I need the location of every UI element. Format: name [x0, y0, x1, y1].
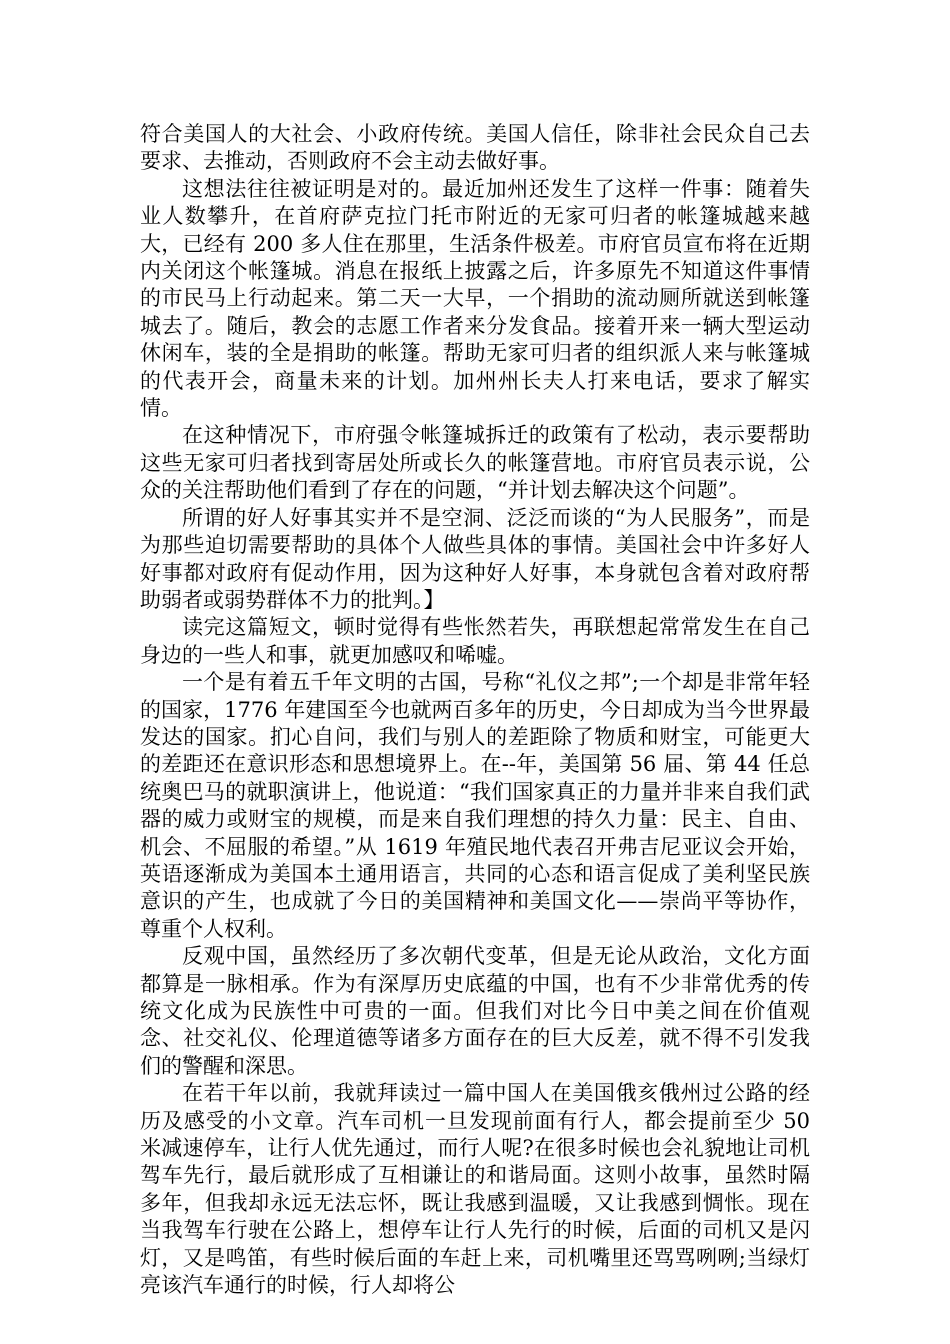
- paragraph: 在这种情况下，市府强令帐篷城拆迁的政策有了松动，表示要帮助这些无家可归者找到寄居处所或长久的帐篷营地。市府官员表示说，公众的关注帮助他们看到了存在的问题，“并计划去解决这个问题”。: [140, 423, 810, 503]
- paragraph: 在若干年以前，我就拜读过一篇中国人在美国俄亥俄州过公路的经历及感受的小文章。汽车司机一旦发现前面有行人，都会提前至少 50 米减速停车，让行人优先通过，而行人呢?在很多时候也会礼貌地让司机驾车先行，最后就形成了互相谦让的和谐局面。这则小故事，虽然时隔多年，但我却永远无法忘怀，既让我感到温暖，又让我感到惆怅。现在当我驾车行驶在公路上，想停车让行人先行的时候，后面的司机又是闪灯，又是鸣笛，有些时候后面的车赶上来，司机嘴里还骂骂咧咧;当绿灯亮该汽车通行的时候，行人却将公: [140, 1081, 810, 1298]
- paragraph: 所谓的好人好事其实并不是空洞、泛泛而谈的“为人民服务”，而是为那些迫切需要帮助的具体个人做些具体的事情。美国社会中许多好人好事都对政府有促动作用，因为这种好人好事，本身就包含着对政府帮助弱者或弱势群体不力的批判。】: [140, 505, 810, 612]
- paragraph: 反观中国，虽然经历了多次朝代变革，但是无论从政治，文化方面都算是一脉相承。作为有深厚历史底蕴的中国，也有不少非常优秀的传统文化成为民族性中可贵的一面。但我们对比今日中美之间在价值观念、社交礼仪、伦理道德等诸多方面存在的巨大反差，就不得不引发我们的警醒和深思。: [140, 944, 810, 1078]
- paragraph: 一个是有着五千年文明的古国，号称“礼仪之邦”;一个却是非常年轻的国家，1776 年建国至今也就两百多年的历史，今日却成为当今世界最发达的国家。扪心自问，我们与别人的差距除了物质和财宝，可能更大的差距还在意识形态和思想境界上。在--年，美国第 56 届、第 44 任总统奥巴马的就职演讲上，他说道：“我们国家真正的力量并非来自我们武器的威力或财宝的规模，而是来自我们理想的持久力量：民主、自由、机会、不屈服的希望。”从 1619 年殖民地代表召开弗吉尼亚议会开始，英语逐渐成为美国本土通用语言，共同的心态和语言促成了美利坚民族意识的产生，也成就了今日的美国精神和美国文化——崇尚平等协作，尊重个人权利。: [140, 670, 810, 941]
- paragraph: 符合美国人的大社会、小政府传统。美国人信任，除非社会民众自己去要求、去推动，否则政府不会主动去做好事。: [140, 122, 810, 174]
- article-body: [140, 121, 810, 1299]
- paragraph: 这想法往往被证明是对的。最近加州还发生了这样一件事：随着失业人数攀升，在首府萨克拉门托市附近的无家可归者的帐篷城越来越大，已经有 200 多人住在那里，生活条件极差。市府官员宣布将在近期内关闭这个帐篷城。消息在报纸上披露之后，许多原先不知道这件事情的市民马上行动起来。第二天一大早，一个捐助的流动厕所就送到帐篷城去了。随后，教会的志愿工作者来分发食品。接着开来一辆大型运动休闲车，装的全是捐助的帐篷。帮助无家可归者的组织派人来与帐篷城的代表开会，商量未来的计划。加州州长夫人打来电话，要求了解实情。: [140, 176, 810, 421]
- paragraph: 读完这篇短文，顿时觉得有些怅然若失，再联想起常常发生在自己身边的一些人和事，就更加感叹和唏嘘。: [140, 615, 810, 667]
